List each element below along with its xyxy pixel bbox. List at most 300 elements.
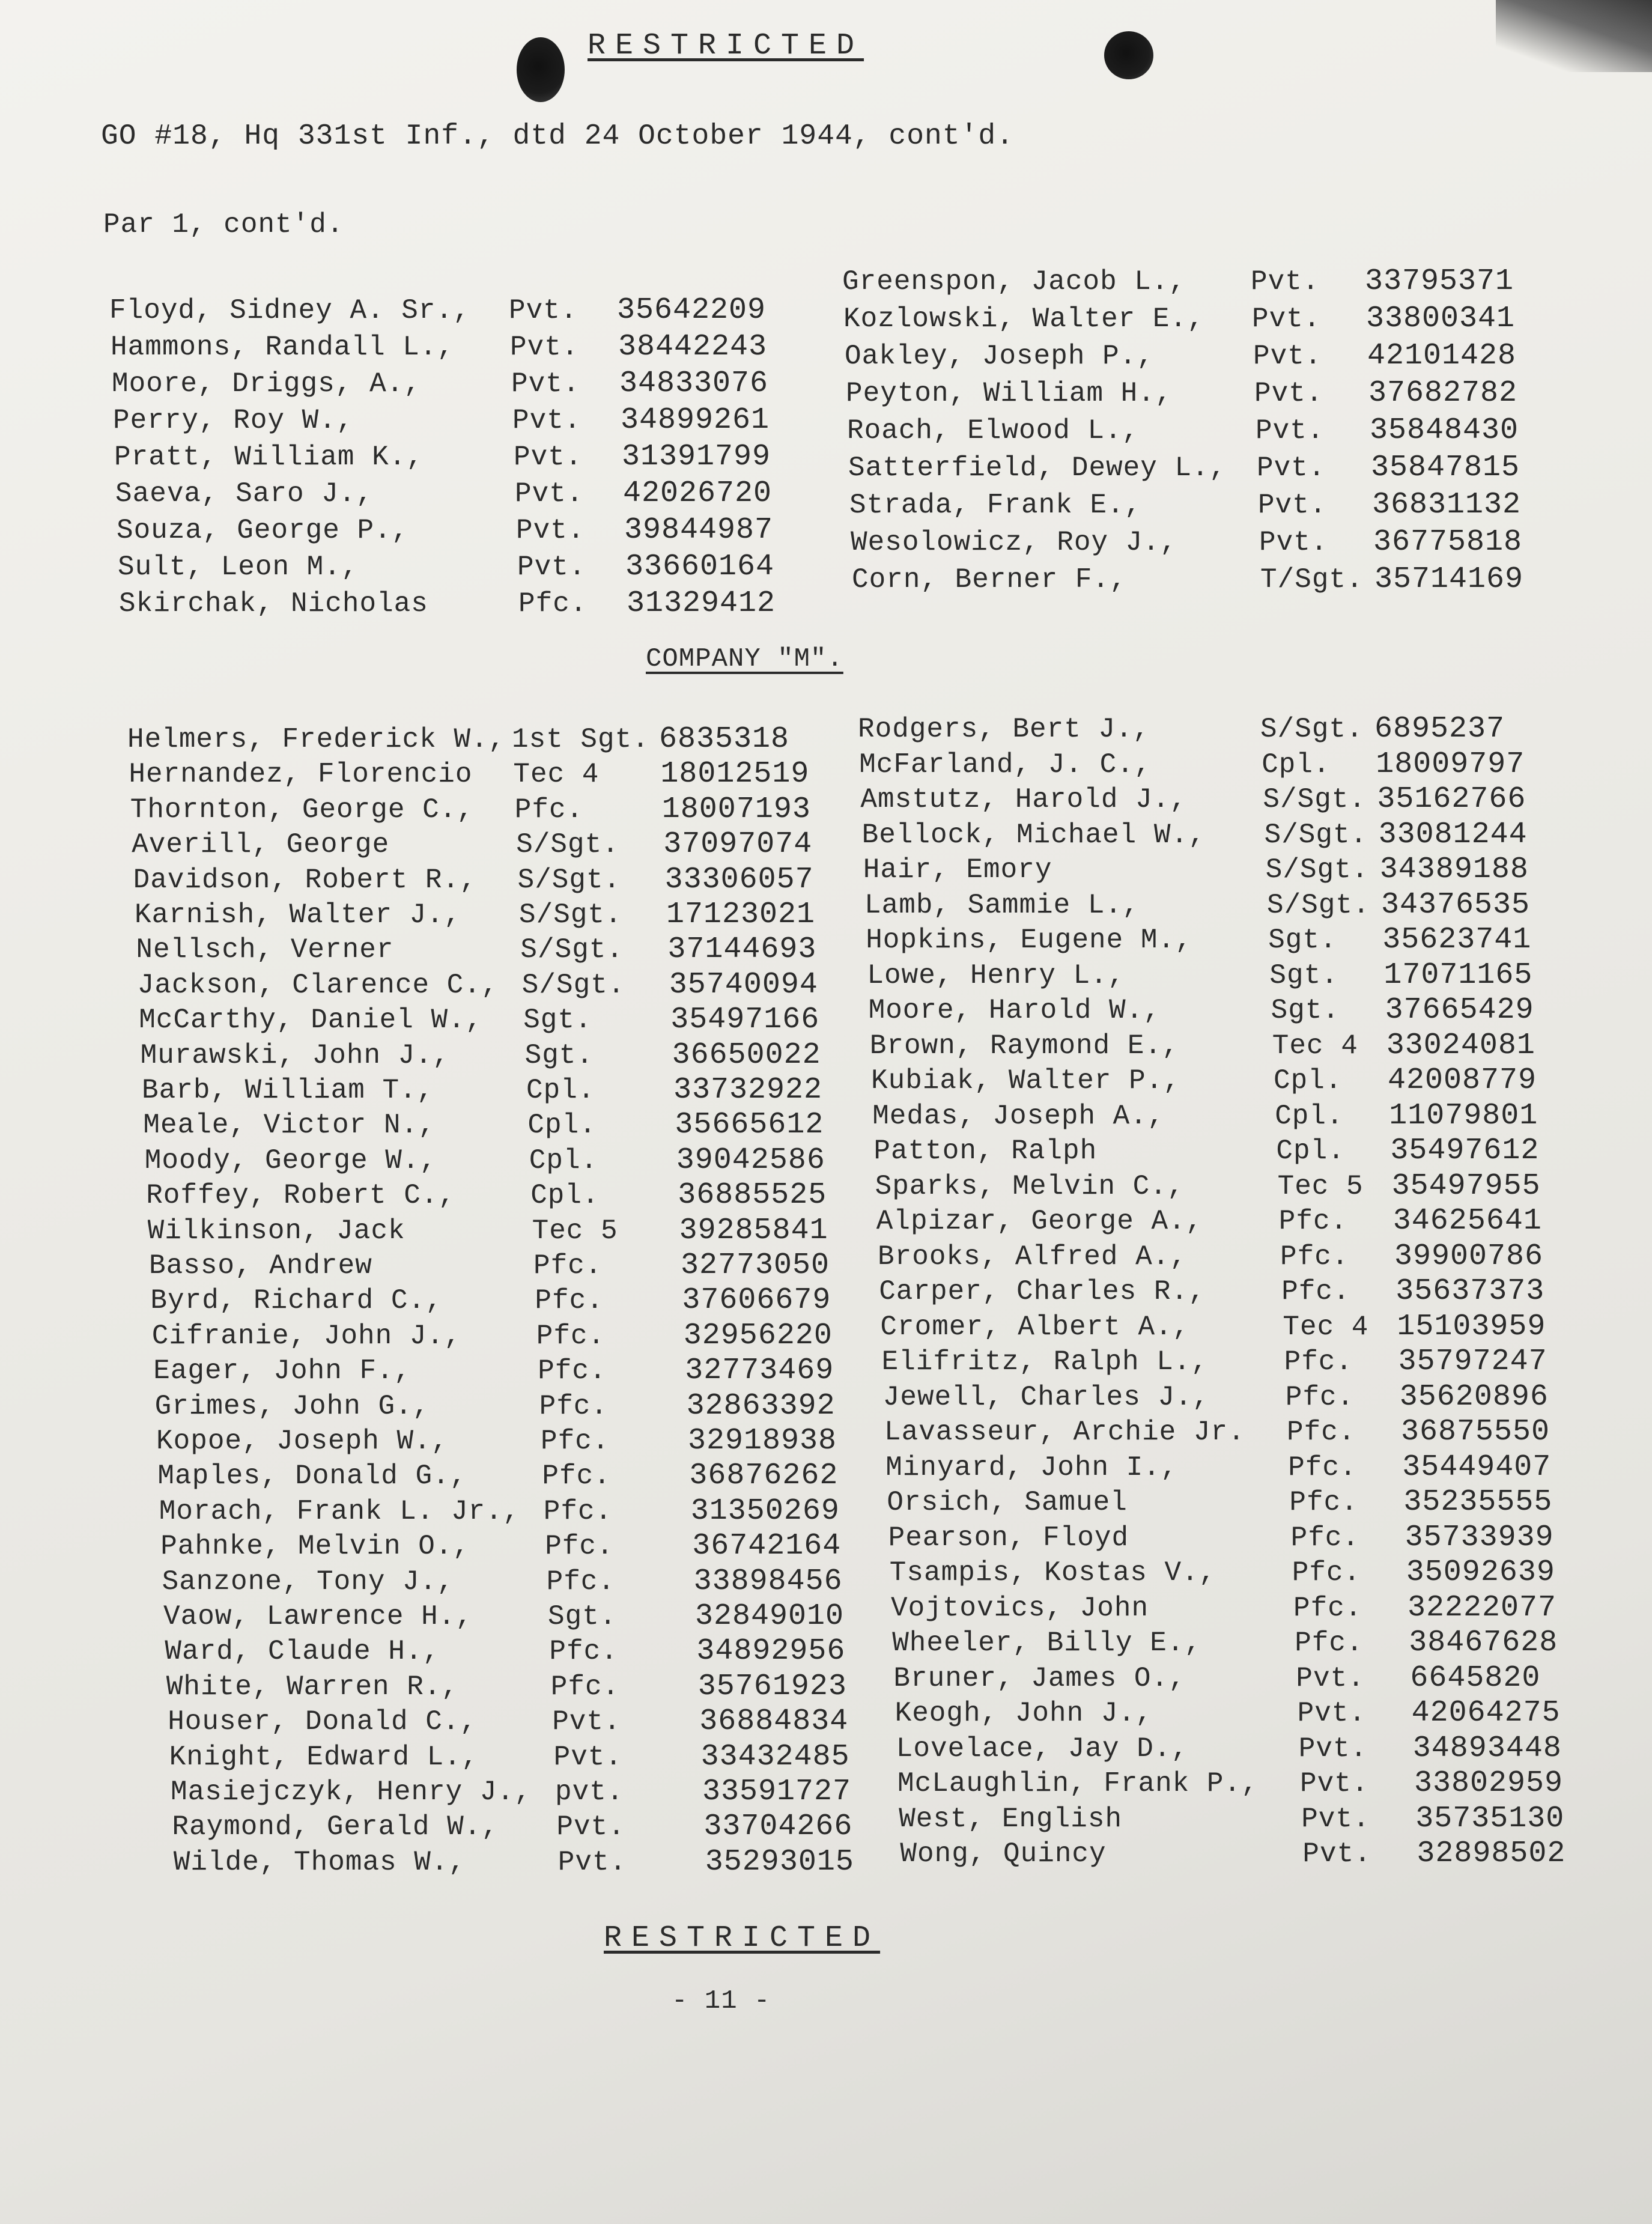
soldier-name: Davidson, Robert R., xyxy=(133,864,477,896)
roster-row xyxy=(117,513,773,548)
soldier-name: Pahnke, Melvin O., xyxy=(160,1531,470,1563)
roster-row xyxy=(141,1038,821,1073)
roster-row xyxy=(851,525,1522,560)
soldier-rank: Tec 5 xyxy=(1277,1170,1364,1202)
serial-number: 35847815 xyxy=(1371,451,1520,485)
soldier-rank: Tec 4 xyxy=(1283,1311,1369,1343)
serial-number: 35623741 xyxy=(1382,923,1532,957)
soldier-name: Roach, Elwood L., xyxy=(847,415,1140,446)
serial-number: 35235555 xyxy=(1403,1485,1553,1519)
serial-number: 35735130 xyxy=(1415,1801,1565,1836)
roster-row xyxy=(888,1521,1554,1555)
roster-row xyxy=(876,1204,1542,1239)
soldier-rank: Pvt. xyxy=(510,332,579,363)
roster-row xyxy=(859,747,1525,782)
soldier-name: Byrd, Richard C., xyxy=(150,1285,443,1317)
soldier-rank: Pvt. xyxy=(1256,415,1325,446)
soldier-rank: Pvt. xyxy=(517,551,586,583)
soldier-rank: S/Sgt. xyxy=(517,864,621,896)
roster-row xyxy=(139,1003,819,1038)
roster-row xyxy=(891,1591,1556,1626)
soldier-name: Lamb, Sammie L., xyxy=(864,889,1140,921)
soldier-name: Moore, Driggs, A., xyxy=(112,368,421,400)
soldier-rank: Pvt. xyxy=(1298,1733,1368,1764)
serial-number: 17071165 xyxy=(1383,958,1533,992)
serial-number: 32898502 xyxy=(1417,1837,1566,1871)
serial-number: 33660164 xyxy=(625,550,775,584)
punch-hole-left xyxy=(517,37,565,102)
soldier-name: Oakley, Joseph P., xyxy=(845,341,1154,372)
roster-row xyxy=(112,366,768,401)
soldier-name: Barb, William T., xyxy=(142,1075,434,1106)
soldier-name: Skirchak, Nicholas xyxy=(119,588,428,619)
soldier-name: Strada, Frank E., xyxy=(849,490,1142,521)
roster-row xyxy=(845,339,1516,374)
roster-row xyxy=(875,1169,1541,1204)
serial-number: 31391799 xyxy=(622,440,771,474)
roster-row xyxy=(145,1143,825,1178)
roster-row xyxy=(884,1415,1550,1450)
soldier-name: Wheeler, Billy E., xyxy=(892,1627,1202,1659)
soldier-name: Vojtovics, John xyxy=(891,1592,1149,1624)
roster-row xyxy=(892,1626,1558,1660)
soldier-name: Medas, Joseph A., xyxy=(872,1100,1165,1132)
soldier-rank: Pvt. xyxy=(552,1706,621,1738)
soldier-name: Knight, Edward L., xyxy=(169,1741,479,1773)
soldier-rank: Pfc. xyxy=(543,1495,613,1527)
roster-row xyxy=(866,923,1531,958)
serial-number: 35761923 xyxy=(697,1669,847,1704)
roster-row xyxy=(846,376,1517,411)
serial-number: 37682782 xyxy=(1368,376,1518,410)
page-number: - 11 - xyxy=(672,1986,771,2016)
serial-number: 35665612 xyxy=(675,1108,824,1143)
serial-number: 33306057 xyxy=(664,862,814,897)
soldier-rank: Pvt. xyxy=(1252,303,1321,335)
roster-row xyxy=(109,293,766,328)
roster-row xyxy=(150,1283,831,1318)
page-corner-shadow xyxy=(1496,0,1652,72)
soldier-name: Saeva, Saro J., xyxy=(115,478,374,509)
roster-row xyxy=(873,1134,1539,1168)
soldier-rank: Pfc. xyxy=(539,1390,609,1422)
soldier-name: McFarland, J. C., xyxy=(859,749,1152,780)
roster-row xyxy=(119,586,776,621)
roster-row xyxy=(149,1248,830,1283)
serial-number: 37665429 xyxy=(1385,993,1534,1027)
soldier-name: Eager, John F., xyxy=(153,1355,411,1387)
soldier-rank: Pfc. xyxy=(545,1531,614,1563)
soldier-rank: Sgt. xyxy=(1271,995,1340,1026)
soldier-name: Roffey, Robert C., xyxy=(146,1180,456,1212)
soldier-rank: Pfc. xyxy=(536,1320,606,1352)
soldier-name: Grimes, John G., xyxy=(154,1390,430,1422)
soldier-rank: Sgt. xyxy=(548,1601,617,1632)
roster-row xyxy=(136,932,816,967)
serial-number: 39285841 xyxy=(679,1213,828,1248)
soldier-rank: Pfc. xyxy=(1289,1487,1358,1518)
soldier-name: Orsich, Samuel xyxy=(887,1487,1128,1518)
soldier-rank: Pvt. xyxy=(1301,1803,1370,1835)
soldier-rank: Tec 4 xyxy=(513,759,600,791)
soldier-name: Wong, Quincy xyxy=(900,1838,1107,1870)
soldier-rank: S/Sgt. xyxy=(521,969,625,1001)
roster-row xyxy=(163,1599,844,1634)
roster-row xyxy=(870,1028,1535,1063)
soldier-rank: Pfc. xyxy=(550,1671,620,1703)
soldier-name: Hernandez, Florencio xyxy=(129,759,473,791)
serial-number: 35162766 xyxy=(1377,782,1526,816)
roster-row xyxy=(129,757,809,792)
roster-row xyxy=(114,440,771,475)
serial-number: 31329412 xyxy=(627,586,776,621)
soldier-name: White, Warren R., xyxy=(166,1671,459,1703)
serial-number: 11079801 xyxy=(1389,1098,1538,1133)
soldier-rank: Pvt. xyxy=(1297,1698,1367,1729)
roster-row xyxy=(166,1670,847,1704)
serial-number: 6645820 xyxy=(1410,1660,1541,1695)
soldier-name: Sparks, Melvin C., xyxy=(875,1170,1185,1202)
soldier-rank: Pvt. xyxy=(1302,1838,1371,1870)
roster-row xyxy=(133,863,814,898)
roster-row xyxy=(895,1696,1561,1731)
serial-number: 32222077 xyxy=(1408,1590,1557,1625)
soldier-name: West, English xyxy=(899,1803,1123,1835)
soldier-rank: Pvt. xyxy=(511,368,580,400)
serial-number: 39042586 xyxy=(676,1143,825,1177)
soldier-rank: Pfc. xyxy=(1293,1592,1362,1624)
roster-row xyxy=(115,476,772,511)
serial-number: 33591727 xyxy=(702,1775,852,1809)
serial-number: 35497955 xyxy=(1391,1168,1541,1203)
soldier-rank: Pfc. xyxy=(1292,1557,1361,1588)
roster-row xyxy=(867,958,1532,993)
soldier-name: Amstutz, Harold J., xyxy=(860,784,1187,815)
soldier-name: Jewell, Charles J., xyxy=(882,1381,1210,1413)
serial-number: 37097074 xyxy=(663,827,813,862)
serial-number: 34892956 xyxy=(696,1634,846,1669)
soldier-rank: Pfc. xyxy=(518,588,588,619)
roster-row xyxy=(900,1837,1565,1871)
soldier-rank: Pvt. xyxy=(1258,490,1327,521)
soldier-rank: Pvt. xyxy=(1257,452,1326,484)
roster-row xyxy=(842,264,1514,299)
soldier-rank: Pfc. xyxy=(1288,1451,1357,1483)
soldier-name: Elifritz, Ralph L., xyxy=(881,1346,1209,1378)
soldier-rank: Cpl. xyxy=(1276,1135,1345,1167)
serial-number: 35620896 xyxy=(1399,1379,1549,1414)
soldier-name: Helmers, Frederick W., xyxy=(127,724,506,755)
roster-row xyxy=(153,1354,834,1388)
serial-number: 6895237 xyxy=(1374,712,1505,746)
serial-number: 39844987 xyxy=(624,513,774,547)
roster-row xyxy=(878,1239,1543,1274)
roster-row xyxy=(885,1450,1551,1485)
serial-number: 36885525 xyxy=(678,1178,827,1213)
roster-row xyxy=(860,782,1526,817)
roster-row xyxy=(863,852,1529,887)
roster-row xyxy=(882,1344,1547,1379)
serial-number: 42008779 xyxy=(1388,1063,1537,1098)
soldier-name: Patton, Ralph xyxy=(873,1135,1098,1167)
soldier-name: Lowe, Henry L., xyxy=(867,959,1125,991)
serial-number: 34625641 xyxy=(1392,1204,1542,1238)
soldier-rank: Pfc. xyxy=(514,794,584,825)
serial-number: 36876262 xyxy=(689,1459,839,1493)
serial-number: 35637373 xyxy=(1395,1274,1545,1308)
soldier-name: Raymond, Gerald W., xyxy=(172,1811,499,1843)
roster-row xyxy=(165,1634,845,1669)
soldier-rank: Tec 5 xyxy=(532,1215,618,1247)
roster-row xyxy=(862,818,1528,852)
roster-row xyxy=(852,562,1523,597)
soldier-name: Souza, George P., xyxy=(117,515,409,546)
soldier-name: Hopkins, Eugene M., xyxy=(866,925,1192,956)
restricted-header: RESTRICTED xyxy=(588,29,864,63)
serial-number: 35714169 xyxy=(1374,562,1524,597)
roster-row xyxy=(148,1214,828,1248)
soldier-name: Hair, Emory xyxy=(863,854,1052,886)
roster-row xyxy=(172,1809,852,1844)
serial-number: 36775818 xyxy=(1373,525,1523,559)
soldier-rank: Pvt. xyxy=(1254,378,1323,409)
soldier-rank: S/Sgt. xyxy=(1263,784,1367,815)
soldier-name: Peyton, William H., xyxy=(846,378,1173,409)
restricted-footer: RESTRICTED xyxy=(604,1921,881,1955)
roster-row xyxy=(146,1178,827,1213)
soldier-name: Brooks, Alfred A., xyxy=(878,1241,1187,1272)
serial-number: 33704266 xyxy=(703,1809,853,1844)
serial-number: 35740094 xyxy=(669,967,818,1002)
roster-row xyxy=(160,1529,841,1564)
soldier-rank: Cpl. xyxy=(530,1180,600,1212)
soldier-rank: S/Sgt. xyxy=(1264,819,1368,851)
soldier-rank: Cpl. xyxy=(526,1075,595,1106)
soldier-name: Sult, Leon M., xyxy=(118,551,359,583)
serial-number: 37606679 xyxy=(682,1283,831,1318)
soldier-rank: Sgt. xyxy=(1269,959,1338,991)
punch-hole-right xyxy=(1104,31,1153,79)
roster-row xyxy=(159,1494,840,1529)
soldier-name: Cifranie, John J., xyxy=(151,1320,461,1352)
soldier-rank: Pfc. xyxy=(541,1426,610,1457)
soldier-rank: Pfc. xyxy=(1290,1522,1360,1554)
serial-number: 34389188 xyxy=(1379,852,1529,887)
roster-row xyxy=(168,1704,848,1739)
roster-row xyxy=(155,1389,836,1424)
soldier-name: Wesolowicz, Roy J., xyxy=(851,527,1177,558)
soldier-name: Nellsch, Verner xyxy=(136,934,394,966)
roster-row xyxy=(849,488,1521,523)
roster-row xyxy=(896,1731,1562,1766)
serial-number: 38442243 xyxy=(618,330,768,364)
roster-row xyxy=(893,1661,1540,1696)
serial-number: 18007193 xyxy=(661,792,811,827)
soldier-name: McCarthy, Daniel W., xyxy=(139,1004,483,1036)
soldier-rank: Cpl. xyxy=(529,1144,598,1176)
serial-number: 35092639 xyxy=(1406,1555,1555,1590)
soldier-name: Sanzone, Tony J., xyxy=(162,1566,454,1597)
soldier-rank: Cpl. xyxy=(1274,1065,1343,1096)
soldier-name: Kubiak, Walter P., xyxy=(871,1065,1180,1096)
soldier-rank: pvt. xyxy=(555,1776,624,1808)
serial-number: 34893448 xyxy=(1412,1731,1562,1766)
serial-number: 34899261 xyxy=(621,403,770,437)
soldier-rank: Pvt. xyxy=(1300,1768,1369,1799)
roster-row xyxy=(118,550,774,585)
roster-row xyxy=(869,993,1534,1028)
roster-row xyxy=(843,302,1515,336)
soldier-rank: Cpl. xyxy=(527,1110,597,1141)
soldier-name: Wilde, Thomas W., xyxy=(173,1846,466,1878)
roster-row xyxy=(872,1099,1538,1134)
soldier-rank: Pvt. xyxy=(516,515,585,546)
serial-number: 32863392 xyxy=(686,1388,836,1423)
soldier-name: Hammons, Randall L., xyxy=(111,332,455,363)
soldier-rank: Pvt. xyxy=(514,442,583,473)
soldier-rank: Sgt. xyxy=(524,1039,594,1071)
soldier-name: Cromer, Albert A., xyxy=(880,1311,1190,1343)
soldier-rank: S/Sgt. xyxy=(519,899,622,931)
soldier-name: Bruner, James O., xyxy=(893,1662,1186,1694)
roster-row xyxy=(135,898,815,932)
soldier-name: Moody, George W., xyxy=(144,1144,437,1176)
soldier-name: Bellock, Michael W., xyxy=(861,819,1206,851)
serial-number: 42064275 xyxy=(1411,1696,1561,1730)
serial-number: 32773469 xyxy=(685,1354,834,1388)
serial-number: 36650022 xyxy=(672,1038,821,1072)
soldier-name: Lavasseur, Archie Jr. xyxy=(884,1417,1245,1448)
soldier-name: Houser, Donald C., xyxy=(168,1706,478,1738)
soldier-name: Pratt, William K., xyxy=(114,442,424,473)
serial-number: 39900786 xyxy=(1394,1239,1544,1274)
soldier-name: Greenspon, Jacob L., xyxy=(842,266,1186,297)
soldier-rank: Pvt. xyxy=(1251,266,1320,297)
soldier-name: Thornton, George C., xyxy=(130,794,474,825)
roster-row xyxy=(113,403,770,438)
soldier-rank: Pfc. xyxy=(1295,1627,1364,1659)
soldier-rank: Pfc. xyxy=(1284,1346,1353,1378)
soldier-name: Masiejczyk, Henry J., xyxy=(171,1776,532,1808)
serial-number: 33795371 xyxy=(1365,264,1514,299)
soldier-name: Lovelace, Jay D., xyxy=(896,1733,1189,1764)
serial-number: 32773050 xyxy=(681,1248,830,1283)
soldier-rank: Pvt. xyxy=(1253,341,1322,372)
serial-number: 33432485 xyxy=(700,1739,850,1774)
serial-number: 34833076 xyxy=(619,366,769,401)
roster-row xyxy=(887,1485,1552,1520)
soldier-name: Karnish, Walter J., xyxy=(135,899,461,931)
soldier-name: Tsampis, Kostas V., xyxy=(889,1557,1216,1588)
roster-row xyxy=(169,1740,850,1775)
soldier-rank: Pfc. xyxy=(1278,1206,1348,1237)
roster-row xyxy=(157,1459,838,1493)
soldier-rank: Pvt. xyxy=(557,1846,627,1878)
serial-number: 35733939 xyxy=(1405,1520,1554,1555)
roster-row xyxy=(143,1108,824,1143)
soldier-name: McLaughlin, Frank P., xyxy=(897,1768,1259,1799)
company-heading: COMPANY "M". xyxy=(646,644,843,674)
roster-row xyxy=(156,1424,837,1459)
serial-number: 33081244 xyxy=(1378,817,1528,852)
serial-number: 32849010 xyxy=(695,1599,845,1633)
soldier-rank: T/Sgt. xyxy=(1260,564,1364,595)
roster-row xyxy=(130,792,811,827)
serial-number: 42026720 xyxy=(623,476,773,511)
soldier-rank: Cpl. xyxy=(1275,1100,1344,1132)
roster-row xyxy=(879,1274,1544,1309)
soldier-rank: Sgt. xyxy=(1268,925,1337,956)
soldier-rank: Pfc. xyxy=(533,1250,603,1281)
soldier-name: Averill, George xyxy=(132,829,390,861)
soldier-name: Alpizar, George A., xyxy=(876,1206,1203,1237)
soldier-rank: Pvt. xyxy=(512,405,582,436)
soldier-rank: 1st Sgt. xyxy=(512,724,649,755)
serial-number: 6835318 xyxy=(659,722,790,756)
soldier-rank: Pfc. xyxy=(542,1460,611,1492)
serial-number: 36884834 xyxy=(699,1704,849,1739)
serial-number: 36742164 xyxy=(692,1529,842,1564)
serial-number: 33802959 xyxy=(1414,1766,1564,1800)
soldier-name: Ward, Claude H., xyxy=(165,1636,440,1668)
soldier-rank: Pfc. xyxy=(538,1355,607,1387)
soldier-rank: S/Sgt. xyxy=(1265,854,1369,886)
soldier-rank: Pfc. xyxy=(1280,1241,1349,1272)
soldier-rank: Pfc. xyxy=(1287,1417,1356,1448)
serial-number: 32956220 xyxy=(683,1318,833,1353)
soldier-name: Floyd, Sidney A. Sr., xyxy=(109,295,470,326)
serial-number: 42101428 xyxy=(1367,339,1517,373)
soldier-name: Corn, Berner F., xyxy=(852,564,1127,595)
soldier-name: Maples, Donald G., xyxy=(157,1460,467,1492)
serial-number: 33800341 xyxy=(1366,302,1516,336)
serial-number: 18012519 xyxy=(660,757,810,792)
roster-row xyxy=(171,1775,851,1809)
roster-row xyxy=(858,712,1505,747)
soldier-name: Wilkinson, Jack xyxy=(147,1215,405,1247)
serial-number: 35642209 xyxy=(617,293,767,327)
serial-number: 35497612 xyxy=(1390,1134,1540,1168)
soldier-rank: S/Sgt. xyxy=(1260,714,1364,745)
soldier-name: Kopoe, Joseph W., xyxy=(156,1426,449,1457)
serial-number: 33024081 xyxy=(1386,1028,1535,1063)
soldier-rank: Sgt. xyxy=(523,1004,592,1036)
soldier-name: Meale, Victor N., xyxy=(143,1110,436,1141)
serial-number: 15103959 xyxy=(1397,1309,1546,1344)
serial-number: 35848430 xyxy=(1370,413,1519,448)
roster-row xyxy=(864,888,1530,923)
soldier-rank: S/Sgt. xyxy=(520,934,624,966)
roster-row xyxy=(880,1310,1546,1344)
soldier-name: Basso, Andrew xyxy=(149,1250,372,1281)
roster-row xyxy=(142,1073,822,1108)
soldier-name: Brown, Raymond E., xyxy=(869,1030,1179,1062)
roster-row xyxy=(871,1063,1537,1098)
soldier-rank: Pfc. xyxy=(546,1566,616,1597)
roster-row xyxy=(890,1555,1555,1590)
soldier-name: Vaow, Lawrence H., xyxy=(163,1601,473,1632)
serial-number: 38467628 xyxy=(1409,1626,1558,1660)
serial-number: 33898456 xyxy=(693,1564,843,1599)
serial-number: 35797247 xyxy=(1398,1344,1547,1379)
serial-number: 35449407 xyxy=(1402,1450,1552,1484)
soldier-rank: Pfc. xyxy=(535,1285,604,1317)
roster-row xyxy=(111,330,767,365)
soldier-name: Pearson, Floyd xyxy=(888,1522,1129,1554)
soldier-name: Morach, Frank L. Jr., xyxy=(159,1495,520,1527)
roster-row xyxy=(899,1802,1564,1837)
order-title: GO #18, Hq 331st Inf., dtd 24 October 1944, cont'd. xyxy=(101,120,1015,153)
